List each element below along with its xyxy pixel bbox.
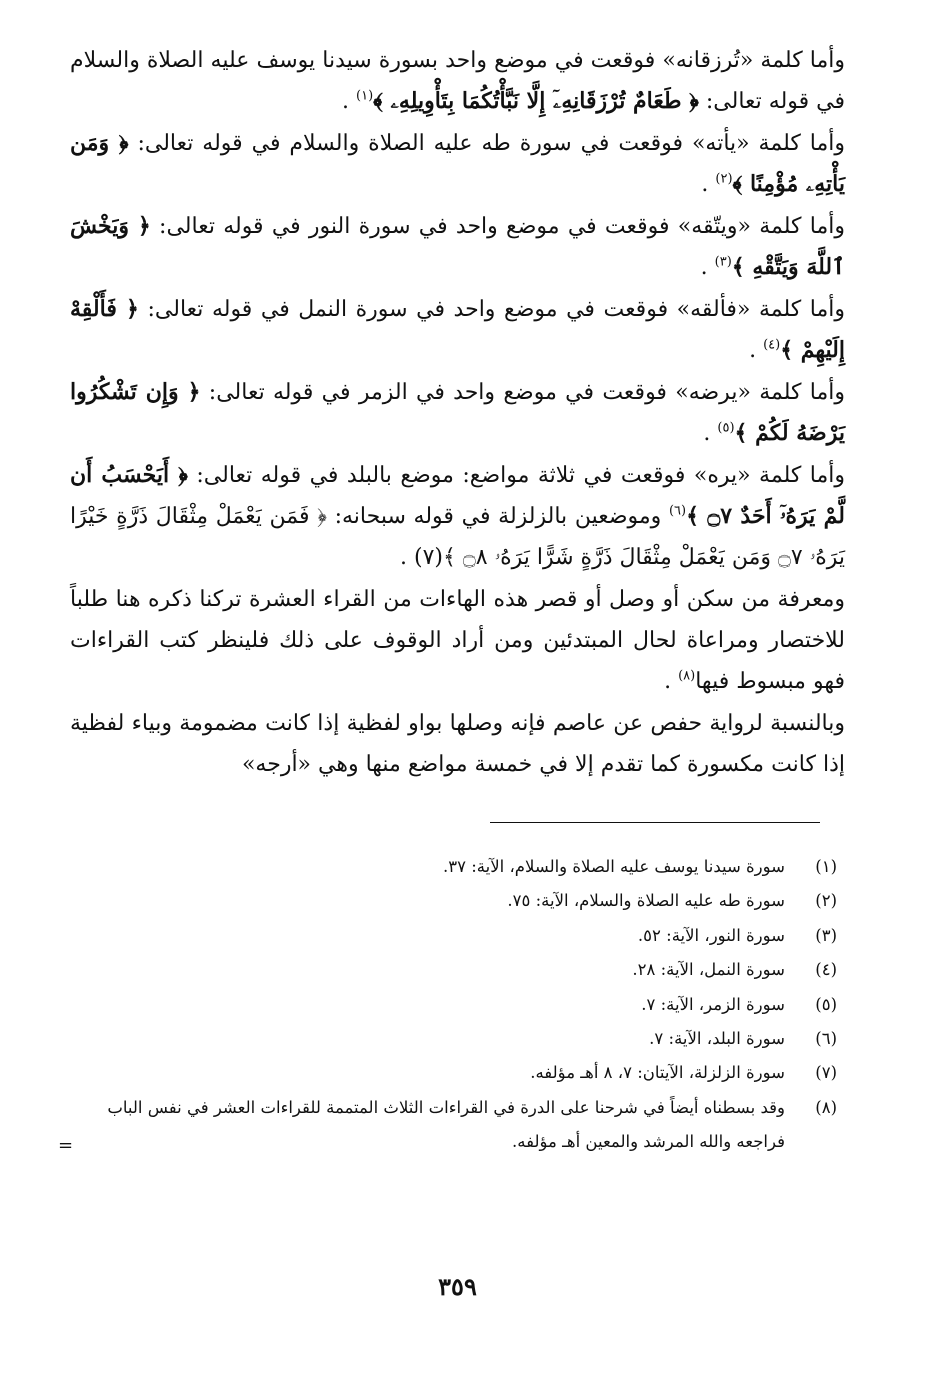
footnote-number: (٨) — [815, 1097, 837, 1117]
footnote — [70, 988, 845, 1022]
continuation-mark: = — [58, 1135, 74, 1156]
paragraph-text: وأما كلمة «فألقه» فوقعت في موضع واحد في سورة النمل في قوله تعالى: — [138, 297, 845, 322]
footnote-ref[interactable]: (٦) — [668, 503, 687, 519]
footnote — [70, 919, 845, 953]
footnote — [70, 1091, 845, 1160]
paragraph-tail: . — [749, 338, 764, 363]
footnote-text: سورة طه عليه الصلاة والسلام، الآية: ٧٥. — [507, 891, 785, 911]
paragraph — [70, 206, 845, 288]
footnote-number: (٢) — [815, 891, 837, 911]
quran-quote: ﴿ وَإِن تَشْكُرُوا يَرْضَهُ لَكُمْ ﴾ — [70, 379, 845, 446]
quran-quote: ﴿ طَعَامٌ تُرْزَقَانِهِۦٓ إِلَّا نَبَّأْتُكُمَا بِتَأْوِيلِهِۦ ﴾ — [373, 88, 699, 114]
paragraph-text: ومعرفة من سكن أو وصل أو قصر هذه الهاءات من القراء العشرة تركنا ذكره هنا طلباً للاختصار ومراعاة لحال المبتدئين ومن أراد الوقوف على ذلك فلينظر كتب القراءات فهو مبسوط فيها — [70, 587, 845, 694]
paragraph — [70, 123, 845, 205]
footnotes — [70, 850, 845, 1160]
paragraph-tail: . — [703, 421, 718, 446]
footnote — [70, 850, 845, 884]
footnote-ref[interactable]: (٣) — [714, 254, 732, 270]
paragraph-text: وأما كلمة «يره» فوقعت في ثلاثة مواضع: موضع بالبلد في قوله تعالى: — [187, 463, 846, 488]
paragraph-tail: . — [701, 172, 716, 197]
quran-quote: ﴿ وَيَخْشَ ٱللَّهَ وَيَتَّقْهِ ﴾ — [70, 213, 845, 280]
paragraph-text: وأما كلمة «ويتّقه» فوقعت في موضع واحد في سورة النور في قوله تعالى: — [150, 214, 846, 239]
paragraph-text: وأما كلمة «تُرزقانه» فوقعت في موضع واحد بسورة سيدنا يوسف عليه الصلاة والسلام في قوله تعالى: — [70, 48, 845, 114]
paragraph-text: وأما كلمة «يرضه» فوقعت في موضع واحد في الزمر في قوله تعالى: — [200, 380, 845, 405]
footnote-number: (٦) — [815, 1029, 837, 1049]
footnote-text: سورة الزمر، الآية: ٧. — [641, 994, 785, 1014]
footnote-text: سورة الزلزلة، الآيتان: ٧، ٨ أهـ مؤلفه. — [530, 1063, 785, 1083]
footnote-ref[interactable]: (٥) — [717, 420, 735, 436]
paragraph — [70, 372, 845, 454]
book-page — [58, 40, 846, 1360]
quran-quote: ﴿ أَيَحْسَبُ أَن لَّمْ يَرَهُۥٓ أَحَدٌ ۝٧ ﴾ — [70, 462, 845, 529]
quran-quote: ﴿ فَأَلْقِهْ إِلَيْهِمْ ﴾ — [70, 296, 845, 363]
paragraph-tail: . — [700, 255, 715, 280]
paragraph-tail: . — [342, 89, 356, 114]
footnote-number: (٥) — [815, 994, 837, 1014]
footnote — [70, 884, 845, 918]
footnote-text: سورة البلد، الآية: ٧. — [649, 1029, 785, 1049]
paragraph-tail: . — [664, 669, 679, 694]
footnote — [70, 1022, 845, 1056]
paragraph-text: وبالنسبة لرواية حفص عن عاصم فإنه وصلها بواو لفظية إذا كانت مضمومة وبياء لفظية إذا كانت مكسورة كما تقدم إلا في خمسة مواضع منها وهي «أرجه» — [70, 711, 845, 777]
footnote-ref[interactable]: (١) — [356, 88, 374, 104]
quran-quote: ﴿ وَمَن يَأْتِهِۦ مُؤْمِنًا ﴾ — [70, 130, 845, 197]
paragraph — [70, 289, 845, 371]
page-number: ٣٥٩ — [438, 1272, 477, 1301]
paragraph — [70, 703, 845, 785]
footnote-text: سورة سيدنا يوسف عليه الصلاة والسلام، الآية: ٣٧. — [443, 857, 785, 876]
paragraph-tail: وموضعين بالزلزلة في قوله سبحانه: ﴿ فَمَن يَعْمَلْ مِثْقَالَ ذَرَّةٍ خَيْرًا يَرَهُۥ ۝٧ وَمَن يَعْمَلْ مِثْقَالَ ذَرَّةٍ شَرًّا يَرَهُۥ ۝٨ ﴾(٧) . — [70, 504, 845, 570]
paragraph-text: وأما كلمة «يأته» فوقعت في سورة طه عليه الصلاة والسلام في قوله تعالى: — [128, 131, 845, 156]
footnote-separator — [490, 822, 820, 823]
footnote-ref[interactable]: (٢) — [715, 171, 733, 187]
footnote — [70, 953, 845, 987]
footnote-number: (٧) — [815, 1063, 837, 1083]
footnote — [70, 1056, 845, 1090]
footnote-text: سورة النور، الآية: ٥٢. — [637, 925, 785, 945]
paragraph — [70, 455, 845, 578]
footnote-number: (٣) — [815, 925, 837, 945]
paragraph — [70, 579, 845, 702]
paragraph — [70, 40, 845, 122]
main-text — [70, 40, 845, 785]
footnote-text: وقد بسطناه أيضاً في شرحنا على الدرة في القراءات الثلاث المتممة للقراءات العشر في نفس الباب فراجعه والله المرشد والمعين أهـ مؤلفه. — [107, 1097, 785, 1152]
footnote-number: (١) — [815, 857, 837, 876]
footnote-ref[interactable]: (٤) — [763, 337, 781, 353]
footnote-number: (٤) — [815, 960, 837, 980]
footnote-ref[interactable]: (٨) — [678, 668, 696, 684]
footnote-text: سورة النمل، الآية: ٢٨. — [632, 960, 785, 980]
